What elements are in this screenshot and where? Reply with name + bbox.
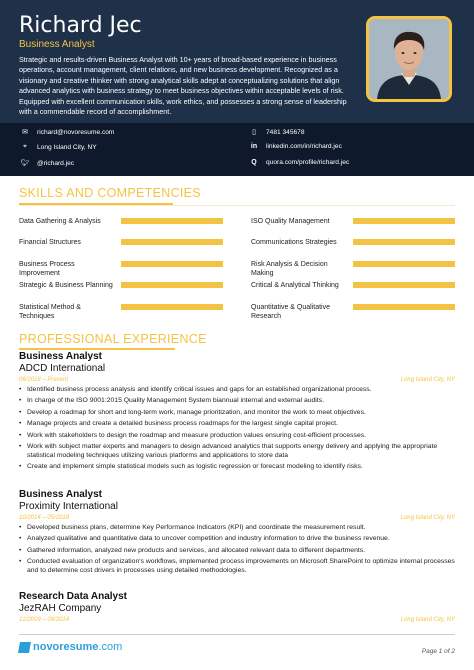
job-dates: 06/2018 – Present [19,377,69,383]
list-item: • Manage projects and create a detailed business process roadmaps for the largest single capital project. [19,420,338,428]
skill-level-bar [121,282,223,288]
skill-label: Quantitative & Qualitative Research [251,304,330,320]
skill-label: ISO Quality Management [251,218,330,225]
list-item: • In charge of the ISO 9001:2015 Quality Management System biannual internal and external audits. [19,397,324,405]
contact-phone[interactable]: ▯ 7481 345678 [248,128,305,136]
candidate-name: Richard Jec [19,13,142,38]
profile-photo-image [369,19,449,99]
job-title: Business Analyst [19,489,102,500]
contact-linkedin[interactable]: in linkedin.com/in/richard.jec [248,143,342,150]
list-item: • Developed business plans, determine Key Performance Indicators (KPI) and coordinate the measurement result. [19,524,366,531]
job-dates: 12/2009 – 09/2014 [19,617,70,623]
quora-icon: Q [251,159,257,166]
contact-bar [0,123,474,176]
profile-photo [366,16,452,102]
skill-level-bar [353,218,455,224]
phone-icon: ▯ [252,129,256,136]
job-company: JezRAH Company [19,603,102,614]
skill-label: Risk Analysis & Decision Making [251,261,328,277]
summary-text: Strategic and results-driven Business Analyst with 10+ years of broad-based experience in business operations, account management, client relations, and new business development. Recognized as a visionary and creative thinker with strong analytical skills adept at conceptualizing solutions that align advanced analytics with business strategy to meet business objectives within acceptable levels of risk. Equipped with excellent communication skills, work ethics, and possesses a strong sense of leadership with a commendable record of accomplishment. [19,55,347,117]
skill-level-bar [121,261,223,267]
skill-label: Statistical Method & Techniques [19,304,81,320]
skill-label: Strategic & Business Planning [19,282,113,289]
page-number: Page 1 of 2 [421,648,455,655]
list-item: • Analyzed qualitative and quantitative data to uncover competition and industry information to drive the business revenue. [19,535,390,543]
skill-label: Critical & Analytical Thinking [251,282,339,289]
skill-level-bar [121,239,223,245]
twitter-icon: 🐦︎ [20,160,30,167]
list-item: • Develop a roadmap for short and long-term work, manage prioritization, and monitor the work to meet objectives. [19,408,366,416]
resume-header [0,0,474,123]
contact-location: ⌖ Long Island City, NY [19,143,97,151]
contact-quora[interactable]: Q quora.com/profile/richard.jec [248,159,349,166]
list-item: • Identified business process analysis and identify critical issues and gaps for an established organizational process. [19,386,372,393]
job-title: Business Analyst [19,351,102,362]
candidate-role: Business Analyst [19,39,95,50]
novoresume-logo-icon [18,642,31,653]
experience-section-title: PROFESSIONAL EXPERIENCE [19,332,207,346]
contact-email[interactable]: ✉ richard@novoresume.com [19,128,114,136]
skill-level-bar [353,239,455,245]
job-company: Proximity International [19,501,118,512]
skill-level-bar [353,304,455,310]
skill-level-bar [121,304,223,310]
skill-level-bar [353,261,455,267]
job-title: Research Data Analyst [19,591,128,602]
skill-label: Data Gathering & Analysis [19,218,101,225]
skill-label: Financial Structures [19,239,81,246]
job-dates: 10/2014 – 05/2018 [19,515,70,521]
brand-logo[interactable]: novoresume .com [19,641,122,653]
email-icon: ✉ [22,129,28,136]
job-bullets [19,524,459,578]
location-pin-icon: ⌖ [23,143,27,150]
contact-twitter[interactable]: 🐦︎ @richard.jec [20,159,75,167]
skill-label: Communications Strategies [251,239,337,246]
job-location: Long Island City, NY [400,377,455,383]
job-location: Long Island City, NY [400,515,455,521]
job-location: Long Island City, NY [400,617,455,623]
skill-label: Business Process Improvement [19,261,75,277]
linkedin-icon: in [250,143,258,150]
job-bullets [19,386,459,475]
skill-level-bar [353,282,455,288]
skill-level-bar [121,218,223,224]
list-item: • Work with subject matter experts and managers to design advanced analytics that supports energy delivery and applying the appropriate statistical modeling techniques utilizing various platforms and applications to store data [19,443,438,459]
section-divider [19,205,455,206]
skills-section-title: SKILLS AND COMPETENCIES [19,186,201,200]
list-item: • Work with stakeholders to design the roadmap and measure production values ensuring cost-efficient processes. [19,431,367,439]
experience-title-underline [19,348,175,350]
footer-divider [19,634,455,635]
list-item: • Gathered information, analyzed new products and services, and allocated relevant data to different departments. [19,546,366,554]
list-item: • Conducted evaluation of organization's workflows, implemented process improvements on Microsoft SharePoint to optimize internal processes and to determine cost drivers in processes using detailed methodologies. [19,558,455,574]
list-item: • Create and implement simple statistical models such as logistic regression or forecast modeling to identify risks. [19,463,363,471]
job-company: ADCD International [19,363,106,374]
